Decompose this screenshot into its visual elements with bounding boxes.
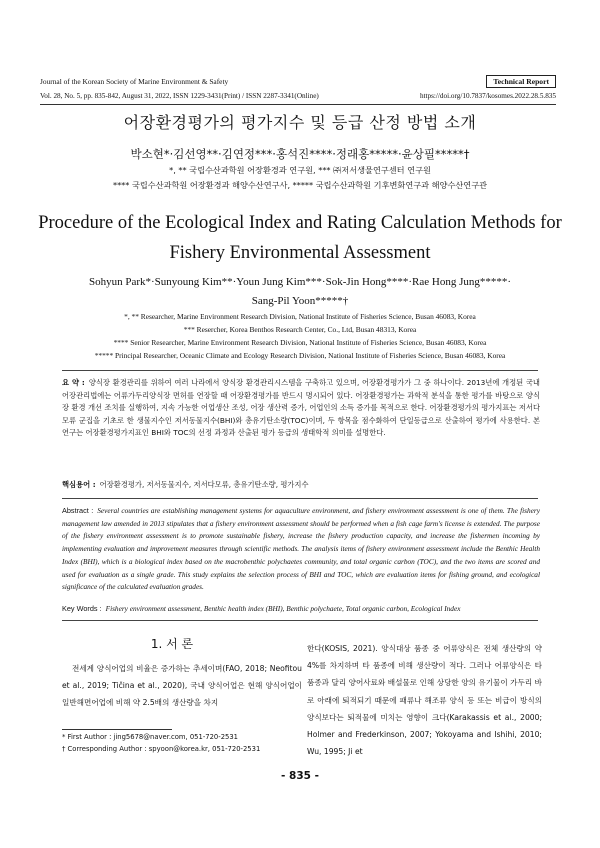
section-title-introduction: 1. 서 론 (150, 637, 194, 651)
doi-link[interactable]: https://doi.org/10.7837/kosomes.2022.28.5.835 (419, 92, 556, 100)
korean-keywords (62, 480, 540, 490)
english-keywords (62, 604, 540, 613)
korean-authors: 박소현*·김선영**·김연정***·홍석진****·정래홍*****·윤상필*****† (130, 147, 470, 161)
korean-abstract-label: 요 약 : (62, 378, 85, 387)
english-affiliation-1: *, ** Researcher, Marine Environment Research Division, National Institute of Fisheries Science, Busan 46083, Korea (124, 312, 476, 321)
english-title-line-1: Procedure of the Ecological Index and Rating Calculation Methods for (38, 213, 562, 233)
korean-affiliation-2: **** 국립수산과학원 어장환경과 해양수산연구사, ***** 국립수산과학원 기후변화연구과 해양수산연구관 (112, 180, 488, 190)
korean-affiliation-1: *, ** 국립수산과학원 어장환경과 연구원, *** ㈜저서생물연구센터 연구원 (169, 165, 431, 175)
body-right-column: 한다(KOSIS, 2021). 양식대상 품종 중 어류양식은 전체 생산량의 약 4%를 차지하며 타 품종에 비해 생산량이 적다. 그러나 어류양식은 타 품종과 달리 양어사료와 배설물로 인해 상당한 양의 유기물이 가두리 바로 아래에 퇴적되기 때문에 패류나 해조류 양식 등 또는 비급이 방식의 양식보다는 퇴적물에 미치는 영향이 크다(Karakassis et al., 2000; Holmer and Frederkinson, 2007; Yokoyama and Ishihi, 2010; Wu, 1995; Ji et (307, 644, 542, 757)
abstract-bottom-rule (62, 620, 538, 621)
journal-name: Journal of the Korean Society of Marine Environment & Safety (40, 77, 229, 86)
footnote-first-author: * First Author : jing5678@naver.com, 051-720-2531 (62, 733, 239, 741)
english-affiliation-4: ***** Principal Researcher, Oceanic Climate and Ecology Research Division, National Institute of Fisheries Science, Busan 46083, Korea (94, 351, 506, 360)
english-abstract (62, 505, 540, 594)
korean-title: 어장환경평가의 평가지수 및 등급 산정 방법 소개 (123, 113, 477, 132)
header-rule (40, 104, 556, 105)
english-title-line-2: Fishery Environmental Assessment (169, 243, 431, 263)
korean-keywords-text: 어장환경평가, 저서동물지수, 저서다모류, 총유기탄소량, 평가지수 (99, 480, 309, 489)
korean-abstract (62, 377, 540, 440)
english-authors-line-2: Sang-Pil Yoon*****† (251, 295, 349, 307)
page-number: - 835 - (281, 770, 319, 782)
footnote-rule (62, 729, 172, 730)
korean-abstract-text: 양식장 환경관리를 위하여 여러 나라에서 양식장 환경관리시스템을 구축하고 있으며, 어장환경평가가 그 중 하나이다. 2013년에 개정된 국내 어장관리법에는 어류가두리양식장 면허를 연장할 때 어장환경평가를 반드시 명시되어 있다. 어장환경평가는 과학적 분석을 통한 평가를 바탕으로 양식장 환경 개선 조치를 실행하여, 지속 가능한 어업생산 조성, 어장 생산력 증가, 어업인의 소득 증가를 목적으로 한다. 어장환경평가의 평가지표는 저서다모류 군집을 기초로 한 생물지수인 저서동물지수(BHI)와 총유기탄소량(TOC)이며, 두 항목을 점수화하여 단일등급으로 산출하여 평가에 사용한다. 본 연구는 어장환경평가지표인 BHI와 TOC의 선정 과정과 산출된 평가 등급의 생태학적 의미를 설명한다. (62, 378, 540, 438)
english-abstract-label: Abstract : (62, 506, 94, 515)
english-keywords-label: Key Words : (62, 604, 102, 613)
english-authors-line-1: Sohyun Park*·Sunyoung Kim**·Youn Jung Kim***·Sok-Jin Hong****·Rae Hong Jung*****· (88, 276, 512, 288)
body-left-column: 전세계 양식어업의 비율은 증가하는 추세이며(FAO, 2018; Neofitou et al., 2019; Tičina et al., 2020), 국내 양식어업은 현해 양식어업이 일반해면어업에 비해 약 2.5배의 생산량을 차지 (62, 664, 302, 708)
abstract-middle-rule (62, 498, 538, 499)
english-authors (0, 273, 600, 311)
english-affiliation-3: **** Senior Researcher, Marine Environment Research Division, National Institute of Fisheries Science, Busan 46083, Korea (113, 338, 487, 347)
english-abstract-text: Several countries are establishing management systems for aquaculture environment, and fishery environment assessment is one of them. The fishery management law amended in 2013 stipulates that a fishery environment assessment should be performed when a fish cage farm's license is extended. The purpose of the fishery environment assessment is to promote sustainable fishery, increase the fishery production capacity, and increase the fishermen incoming by implementing evaluation and improvement measures through scientific methods. The analysis items of fishery environment assessment include the Benthic Health Index (BHI), which is a biological index based on the macrobenthic polychaetes community, and total organic carbon (TOC), and the two items are scored and used for evaluation as a single grade. This study explains the selection process of BHI and TOC, which are evaluation items for fishing ground, and ecological significance of the calculated evaluation grades. (62, 506, 540, 592)
journal-meta: Vol. 28, No. 5, pp. 835-842, August 31, 2022, ISSN 1229-3431(Print) / ISSN 2287-3341(Online) (40, 92, 319, 100)
english-affiliation-2: *** Resercher, Korea Benthos Research Center, Co., Ltd, Busan 48313, Korea (183, 325, 417, 334)
footnote-corresponding-author: † Corresponding Author : spyoon@korea.kr, 051-720-2531 (62, 745, 261, 753)
abstract-top-rule (62, 370, 538, 371)
english-keywords-text: Fishery environment assessment, Benthic health index (BHI), Benthic polychaete, Total organic carbon, Ecological Index (105, 604, 461, 613)
article-type-badge: Technical Report (486, 75, 556, 88)
korean-keywords-label: 핵심용어 : (62, 480, 96, 489)
english-title (0, 208, 600, 268)
